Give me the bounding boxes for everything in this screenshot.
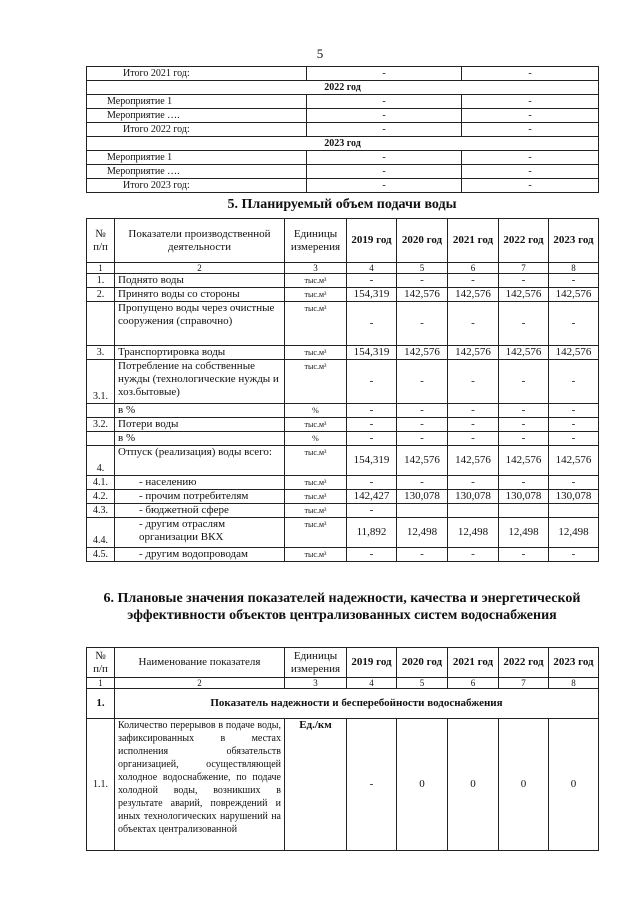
measure-label: Мероприятие …. (87, 165, 307, 179)
row-value: 130,078 (499, 490, 549, 504)
table-row (87, 490, 599, 504)
row-value: - (397, 274, 448, 288)
header-no: № п/п (87, 648, 115, 678)
column-number: 3 (285, 678, 347, 689)
row-unit: тыс.м³ (285, 490, 347, 504)
row-value: 142,576 (448, 346, 499, 360)
row-no: 4.5. (87, 548, 115, 562)
row-value: 142,576 (499, 446, 549, 476)
header-2021: 2021 год (448, 648, 499, 678)
measures-row (87, 151, 599, 165)
row-unit: тыс.м³ (285, 360, 347, 404)
row-unit: тыс.м³ (285, 504, 347, 518)
row-value (499, 504, 549, 518)
row-no (87, 404, 115, 418)
row-unit: % (285, 432, 347, 446)
row-value: 130,078 (549, 490, 599, 504)
row-unit: тыс.м³ (285, 446, 347, 476)
column-number: 8 (549, 263, 599, 274)
measure-value: - (307, 151, 462, 165)
row-name: Количество перерывов в подаче воды, зафиксированных в местах исполнения обязательств организацией, осуществляющей холодное водоснабжение, по подаче холодной воды, возникших в результате аварий, повреждений и иных технологических нарушений на объектах централизованной (115, 719, 285, 851)
row-value: - (549, 418, 599, 432)
row-no: 1. (87, 274, 115, 288)
row-value: - (347, 274, 397, 288)
measure-value: - (307, 109, 462, 123)
row-value: 142,576 (448, 446, 499, 476)
table-row (87, 404, 599, 418)
row-no: 3.2. (87, 418, 115, 432)
row-value: 142,576 (499, 346, 549, 360)
row-value: - (347, 432, 397, 446)
row-value: 130,078 (448, 490, 499, 504)
row-no: 2. (87, 288, 115, 302)
header-2020: 2020 год (397, 219, 448, 263)
row-value-2020: 0 (397, 719, 448, 851)
header-unit: Единицы измерения (285, 648, 347, 678)
water-supply-table (86, 218, 599, 562)
column-number: 1 (87, 678, 115, 689)
row-value-2019: - (347, 719, 397, 851)
row-value: - (448, 432, 499, 446)
row-value: - (347, 476, 397, 490)
table-row (87, 418, 599, 432)
measures-row (87, 179, 599, 193)
row-value: - (397, 476, 448, 490)
row-no: 3. (87, 346, 115, 360)
header-2022: 2022 год (499, 219, 549, 263)
row-no: 1.1. (87, 719, 115, 851)
row-name: Поднято воды (115, 274, 285, 288)
row-value: - (499, 302, 549, 346)
row-value: - (549, 274, 599, 288)
table-row (87, 518, 599, 548)
row-name: Принято воды со стороны (115, 288, 285, 302)
row-value: - (347, 360, 397, 404)
row-value: - (549, 360, 599, 404)
row-value: 130,078 (397, 490, 448, 504)
row-value: - (549, 476, 599, 490)
header-2020: 2020 год (397, 648, 448, 678)
row-value: 12,498 (499, 518, 549, 548)
measure-value: - (462, 123, 599, 137)
column-numbers-row (87, 678, 599, 689)
header-unit: Единицы измерения (285, 219, 347, 263)
row-no: 4.3. (87, 504, 115, 518)
measures-row (87, 109, 599, 123)
header-name: Наименование показателя (115, 648, 285, 678)
header-2021: 2021 год (448, 219, 499, 263)
measure-value: - (462, 151, 599, 165)
row-value: 142,576 (397, 446, 448, 476)
row-value (448, 504, 499, 518)
measure-value: - (307, 95, 462, 109)
row-value: - (448, 302, 499, 346)
table-row (87, 288, 599, 302)
row-no (87, 302, 115, 346)
row-value: - (347, 418, 397, 432)
row-value-2023: 0 (549, 719, 599, 851)
column-number: 5 (397, 263, 448, 274)
section6-title: 6. Плановые значения показателей надежности, качества и энергетической эффективности объектов централизованных систем водоснабжения (103, 591, 581, 623)
row-value: 154,319 (347, 446, 397, 476)
column-number: 8 (549, 678, 599, 689)
measure-value: - (307, 179, 462, 193)
row-value: - (499, 418, 549, 432)
column-number: 1 (87, 263, 115, 274)
row-value: 12,498 (397, 518, 448, 548)
row-value (397, 504, 448, 518)
total-label: Итого 2021 год: (87, 67, 307, 81)
row-value: - (448, 418, 499, 432)
row-value: - (347, 548, 397, 562)
column-number: 7 (499, 678, 549, 689)
header-2019: 2019 год (347, 219, 397, 263)
row-value: 142,576 (397, 288, 448, 302)
row-value: 142,576 (448, 288, 499, 302)
row-value: - (448, 476, 499, 490)
row-value: - (397, 404, 448, 418)
row-value: - (448, 360, 499, 404)
measures-row (87, 67, 599, 81)
measures-row (87, 165, 599, 179)
measures-row (87, 123, 599, 137)
header-no: № п/п (87, 219, 115, 263)
row-unit: тыс.м³ (285, 418, 347, 432)
column-number: 2 (115, 678, 285, 689)
reliability-table (86, 647, 599, 851)
row-value: - (397, 302, 448, 346)
row-value: - (549, 432, 599, 446)
section-row-label: Показатель надежности и бесперебойности водоснабжения (115, 689, 599, 719)
row-no: 4.4. (87, 518, 115, 548)
total-label: Итого 2023 год: (87, 179, 307, 193)
column-number: 7 (499, 263, 549, 274)
measure-value: - (462, 67, 599, 81)
table-row (87, 432, 599, 446)
row-value: - (499, 548, 549, 562)
column-number: 4 (347, 678, 397, 689)
measure-label: Мероприятие 1 (87, 95, 307, 109)
table-row (87, 346, 599, 360)
measure-value: - (307, 165, 462, 179)
column-number: 3 (285, 263, 347, 274)
header-2023: 2023 год (549, 648, 599, 678)
measures-row (87, 95, 599, 109)
row-no: 3.1. (87, 360, 115, 404)
year-heading: 2022 год (87, 81, 599, 95)
table-row (87, 274, 599, 288)
row-value: 142,576 (549, 446, 599, 476)
measure-label: Мероприятие 1 (87, 151, 307, 165)
row-value: - (499, 404, 549, 418)
year-heading: 2023 год (87, 137, 599, 151)
column-number: 6 (448, 678, 499, 689)
row-value: 12,498 (448, 518, 499, 548)
row-value: - (499, 432, 549, 446)
row-value: 142,576 (499, 288, 549, 302)
row-unit: тыс.м³ (285, 274, 347, 288)
row-name: - прочим потребителям (115, 490, 285, 504)
row-no: 4.1. (87, 476, 115, 490)
table-row (87, 548, 599, 562)
row-unit: тыс.м³ (285, 518, 347, 548)
row-value: - (549, 548, 599, 562)
row-value: - (397, 432, 448, 446)
row-value: 142,427 (347, 490, 397, 504)
row-value: - (499, 476, 549, 490)
column-number: 6 (448, 263, 499, 274)
row-value: - (448, 404, 499, 418)
column-number: 4 (347, 263, 397, 274)
row-value: 12,498 (549, 518, 599, 548)
row-value-2022: 0 (499, 719, 549, 851)
measure-value: - (462, 179, 599, 193)
measure-value: - (462, 165, 599, 179)
measures-row (87, 137, 599, 151)
row-value: - (549, 404, 599, 418)
row-name: - бюджетной сфере (115, 504, 285, 518)
row-value: - (397, 418, 448, 432)
header-indicator: Показатели производственной деятельности (115, 219, 285, 263)
row-value: - (347, 504, 397, 518)
row-name: Потребление на собственные нужды (технологические нужды и хоз.бытовые) (115, 360, 285, 404)
row-unit: тыс.м³ (285, 288, 347, 302)
measures-table (86, 66, 599, 193)
column-numbers-row (87, 263, 599, 274)
row-no (87, 432, 115, 446)
row-name: - населению (115, 476, 285, 490)
row-value (549, 504, 599, 518)
row-value: - (347, 404, 397, 418)
row-value: 154,319 (347, 346, 397, 360)
table-row (87, 476, 599, 490)
row-name: - другим водопроводам (115, 548, 285, 562)
section-row-no: 1. (87, 689, 115, 719)
row-name: в % (115, 432, 285, 446)
row-name: - другим отраслям организации ВКХ (115, 518, 285, 548)
row-name: Потери воды (115, 418, 285, 432)
header-2022: 2022 год (499, 648, 549, 678)
row-name: в % (115, 404, 285, 418)
column-number: 2 (115, 263, 285, 274)
row-name: Отпуск (реализация) воды всего: (115, 446, 285, 476)
table-row (87, 446, 599, 476)
measure-value: - (462, 109, 599, 123)
row-no: 4.2. (87, 490, 115, 504)
row-value: - (397, 548, 448, 562)
row-value: - (499, 360, 549, 404)
table-row (87, 360, 599, 404)
section5-title: 5. Планируемый объем подачи воды (227, 197, 457, 212)
page-number: 5 (316, 46, 324, 61)
measure-value: - (307, 123, 462, 137)
row-value: - (347, 302, 397, 346)
row-no: 4. (87, 446, 115, 476)
row-unit: % (285, 404, 347, 418)
row-unit: тыс.м³ (285, 302, 347, 346)
measure-value: - (462, 95, 599, 109)
table-row (87, 504, 599, 518)
row-value: - (499, 274, 549, 288)
row-value: 154,319 (347, 288, 397, 302)
row-name: Транспортировка воды (115, 346, 285, 360)
header-2019: 2019 год (347, 648, 397, 678)
measures-row (87, 81, 599, 95)
row-value-2021: 0 (448, 719, 499, 851)
column-number: 5 (397, 678, 448, 689)
row-value: - (549, 302, 599, 346)
row-value: 142,576 (549, 288, 599, 302)
measure-value: - (307, 67, 462, 81)
row-value: 11,892 (347, 518, 397, 548)
row-value: - (448, 274, 499, 288)
row-unit: тыс.м³ (285, 346, 347, 360)
row-name: Пропущено воды через очистные сооружения (справочно) (115, 302, 285, 346)
row-unit: Ед./км (285, 719, 347, 851)
table-row (87, 302, 599, 346)
header-2023: 2023 год (549, 219, 599, 263)
total-label: Итого 2022 год: (87, 123, 307, 137)
row-value: 142,576 (549, 346, 599, 360)
row-unit: тыс.м³ (285, 548, 347, 562)
row-value: 142,576 (397, 346, 448, 360)
row-unit: тыс.м³ (285, 476, 347, 490)
row-value: - (448, 548, 499, 562)
row-value: - (397, 360, 448, 404)
measure-label: Мероприятие …. (87, 109, 307, 123)
